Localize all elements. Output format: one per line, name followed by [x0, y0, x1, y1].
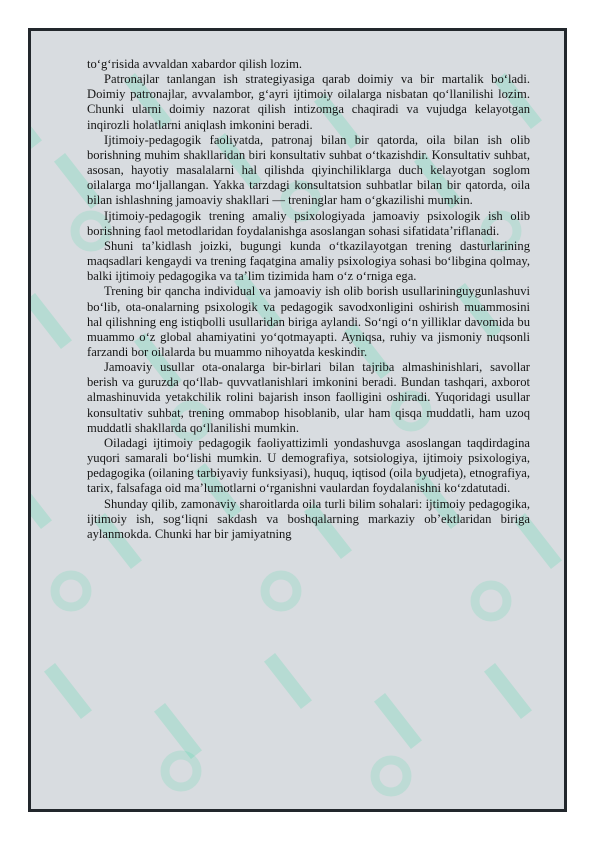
document-body	[87, 57, 530, 542]
paragraph: Ijtimoiy-pedagogik faoliyatda, patronaj bilan bir qatorda, oila bilan ish olib borishning muhim shakllaridan biri konsultativ suhbat o‘tkazishdir. Konsultativ suhbat, asosan, hayotiy masalalarni hal qilishda qiyinchiliklarga duch kelayotgan soglom oilalarga mo‘ljallangan. Yakka tarzdagi konsultatsion suhbatlar bilan bir qatorda, oila bilan ishlashning jamoaviy shakllari — treninglar ham o‘gkazilishi mumkin.	[87, 132, 530, 208]
paragraph: Shuni ta’kidlash joizki, bugungi kunda o‘tkazilayotgan trening dasturlarining maqsadlari kengaydi va trening faqatgina amaliy psixologiya sohasi bo‘libgina qolmay, balki ijtimoiy pedagogika va ta’lim tizimida ham o‘z o‘rniga ega.	[87, 238, 530, 284]
paragraph: Patronajlar tanlangan ish strategiyasiga qarab doimiy va bir martalik bo‘ladi. Doimiy patronajlar, avvalambor, g‘ayri ijtimoiy oilalarga nisbatan qo‘llanilishi lozim. Chunki ularni doimiy nazorat qilish intizomga chaqiradi va vujudga kelayotgan inqirozli holatlarni aniqlash imkonini beradi.	[87, 72, 530, 132]
paragraph-continuation: to‘g‘risida avvaldan xabardor qilish lozim.	[87, 57, 303, 71]
paragraph: Ijtimoiy-pedagogik trening amaliy psixologiyada jamoaviy psixologik ish olib borishning faol metodlaridan foydalanishga asoslangan sohasi sifatidata’riflanadi.	[87, 208, 530, 238]
page-frame	[28, 28, 567, 812]
paragraph: Jamoaviy usullar ota-onalarga bir-birlari bilan tajriba almashinishlari, savollar berish va guruzda qo‘llab- quvvatlanishlari imkonini beradi. Bundan tashqari, axborot almashinuvida yetakchilik rolini bajarish inson faolligini oshiradi. Yuqoridagi usullar konsultativ suhbat, trening ommabop hisoblanib, ular ham qisqa muddatli, ham uzoq muddatli shakllarda qo‘llanilishi mumkin.	[87, 360, 530, 435]
paragraph: Shunday qilib, zamonaviy sharoitlarda oila turli bilim sohalari: ijtimoiy pedagogika, ijtimoiy ish, sog‘liqni sakdash va boshqalarning markaziy ob’ektlaridan biriga aylanmokda. Chunki har bir jamiyatning	[87, 496, 530, 541]
paragraph: Oiladagi ijtimoiy pedagogik faoliyattizimli yondashuvga asoslangan taqdirdagina yuqori samarali bo‘lishi mumkin. U demografiya, sotsiologiya, ijtimoiy psixologiya, pedagogika (oilaning tarbiyaviy funksiyasi), huquq, iqtisod (oila byudjeta), etnografiya, tarix, falsafaga oid ma’lumotlarni o‘rganishni vaulardan foydalanishni ko‘zdatutadi.	[87, 435, 530, 496]
paragraph: Trening bir qancha individual va jamoaviy ish olib borish usullarininguygunlashuvi bo‘lib, ota-onalarning psixologik va pedagogik savodxonligini oshirish muammosini hal qilishning eng istiqbolli usullaridan biriga aylandi. So‘ngi o‘n yilliklar davomida bu muammo o‘z global ahamiyatini yo‘qotmayapti. Ayniqsa, ruhiy va jismoniy nuqsonli farzandi bor oilalarda bu muammo nihoyatda keskindir.	[87, 284, 530, 359]
